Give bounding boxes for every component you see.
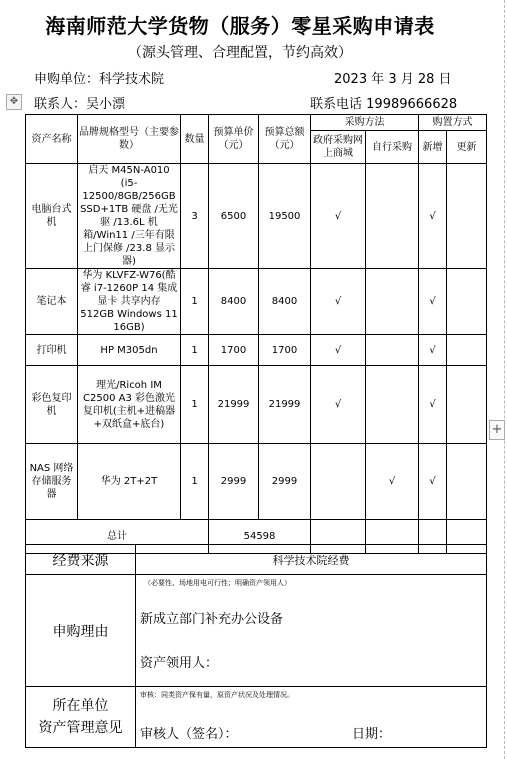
item-total: 2999 bbox=[259, 444, 311, 520]
item-qty: 1 bbox=[181, 335, 209, 366]
applicant-unit-value: 科学技术院 bbox=[99, 72, 165, 87]
item-spec: HP M305dn bbox=[78, 335, 181, 366]
header-type-replace: 更新 bbox=[447, 131, 487, 164]
item-unit-price: 2999 bbox=[209, 444, 259, 520]
contact-label: 联系人： bbox=[34, 97, 87, 112]
item-replace-check bbox=[447, 366, 487, 444]
item-self-check bbox=[366, 366, 419, 444]
header-method-self: 自行采购 bbox=[366, 131, 419, 164]
approval-table bbox=[25, 544, 487, 748]
reason-cell bbox=[136, 575, 487, 687]
applicant-unit-label: 申购单位： bbox=[34, 72, 100, 87]
add-column-icon[interactable]: + bbox=[489, 420, 505, 440]
header-type: 购置方式 bbox=[419, 115, 487, 131]
fund-value: 科学技术院经费 bbox=[136, 545, 487, 575]
item-qty: 3 bbox=[181, 164, 209, 269]
phone-label: 联系电话 bbox=[310, 97, 363, 112]
item-gov-check: √ bbox=[311, 269, 366, 335]
item-new-check: √ bbox=[419, 444, 447, 520]
table-row bbox=[26, 335, 487, 366]
item-name: 电脑台式机 bbox=[26, 164, 78, 269]
header-type-new: 新增 bbox=[419, 131, 447, 164]
reason-note: （必要性、场地用电可行性；明确资产领用人） bbox=[144, 579, 291, 587]
reviewer-label: 审核人（签名）： bbox=[140, 727, 238, 742]
table-row bbox=[26, 444, 487, 520]
item-spec: 理光/Ricoh IM C2500 A3 彩色激光复印机(主机+进稿器+双纸盒+底台) bbox=[78, 366, 181, 444]
fund-label: 经费来源 bbox=[26, 545, 136, 575]
header-spec: 品牌规格型号（主要参数） bbox=[78, 115, 181, 164]
item-gov-check bbox=[311, 444, 366, 520]
opinion-note: 审核：同类资产保有量，原资产状况及处理情况。 bbox=[140, 691, 294, 699]
item-name: NAS 网络存储服务器 bbox=[26, 444, 78, 520]
header-asset-name: 资产名称 bbox=[26, 115, 78, 164]
item-total: 21999 bbox=[259, 366, 311, 444]
opinion-label-line1: 所在单位 bbox=[52, 697, 109, 714]
item-total: 1700 bbox=[259, 335, 311, 366]
item-gov-check: √ bbox=[311, 164, 366, 269]
item-unit-price: 6500 bbox=[209, 164, 259, 269]
reason-text: 新成立部门补充办公设备 bbox=[140, 612, 284, 627]
opinion-label bbox=[26, 687, 136, 748]
contact bbox=[34, 93, 125, 112]
total-value: 54598 bbox=[209, 520, 311, 554]
table-row bbox=[26, 269, 487, 335]
item-replace-check bbox=[447, 444, 487, 520]
item-replace-check bbox=[447, 164, 487, 269]
item-unit-price: 8400 bbox=[209, 269, 259, 335]
item-qty: 1 bbox=[181, 269, 209, 335]
table-move-handle-icon[interactable]: ✥ bbox=[6, 94, 22, 110]
page-subtitle: （源头管理、合理配置，节约高效） bbox=[128, 45, 352, 61]
header-qty: 数量 bbox=[181, 115, 209, 164]
item-spec: 华为 2T+2T bbox=[78, 444, 181, 520]
header-unit-price: 预算单价（元） bbox=[209, 115, 259, 164]
item-name: 彩色复印机 bbox=[26, 366, 78, 444]
item-name: 笔记本 bbox=[26, 269, 78, 335]
total-label: 总计 bbox=[26, 520, 209, 554]
reason-label: 申购理由 bbox=[26, 575, 136, 687]
applicant-unit bbox=[34, 68, 164, 87]
application-date: 2023 年 3 月 28 日 bbox=[334, 72, 452, 87]
item-replace-check bbox=[447, 335, 487, 366]
asset-user-label: 资产领用人： bbox=[140, 656, 219, 671]
opinion-cell bbox=[136, 687, 487, 748]
opinion-label-line2: 资产管理意见 bbox=[38, 720, 123, 736]
item-total: 8400 bbox=[259, 269, 311, 335]
item-gov-check: √ bbox=[311, 335, 366, 366]
header-total: 预算总额（元） bbox=[259, 115, 311, 164]
item-new-check: √ bbox=[419, 164, 447, 269]
item-replace-check bbox=[447, 269, 487, 335]
phone bbox=[310, 93, 457, 112]
date-label: 日期： bbox=[352, 727, 392, 742]
header-method-gov: 政府采购网上商城 bbox=[311, 131, 366, 164]
item-self-check bbox=[366, 335, 419, 366]
item-name: 打印机 bbox=[26, 335, 78, 366]
item-total: 19500 bbox=[259, 164, 311, 269]
page-title: 海南师范大学货物（服务）零星采购申请表 bbox=[45, 14, 435, 38]
item-qty: 1 bbox=[181, 366, 209, 444]
item-new-check: √ bbox=[419, 269, 447, 335]
item-self-check: √ bbox=[366, 444, 419, 520]
items-table bbox=[25, 114, 487, 554]
item-new-check: √ bbox=[419, 335, 447, 366]
item-spec: 华为 KLVFZ-W76(酷睿 i7-1260P 14 集成显卡 共享内存 512GB Windows 11 16GB) bbox=[78, 269, 181, 335]
item-qty: 1 bbox=[181, 444, 209, 520]
item-gov-check: √ bbox=[311, 366, 366, 444]
header-method: 采购方法 bbox=[311, 115, 419, 131]
item-spec: 启天 M45N-A010 (i5-12500/8GB/256GB SSD+1TB 硬盘 /无光驱 /13.6L 机箱/Win11 /三年有限上门保修 /23.8 显示器) bbox=[78, 164, 181, 269]
item-unit-price: 21999 bbox=[209, 366, 259, 444]
contact-value: 吴小漂 bbox=[86, 97, 126, 112]
table-row bbox=[26, 366, 487, 444]
table-row bbox=[26, 164, 487, 269]
item-new-check: √ bbox=[419, 366, 447, 444]
phone-value: 19989666628 bbox=[366, 97, 458, 112]
item-self-check bbox=[366, 269, 419, 335]
item-unit-price: 1700 bbox=[209, 335, 259, 366]
item-self-check bbox=[366, 164, 419, 269]
